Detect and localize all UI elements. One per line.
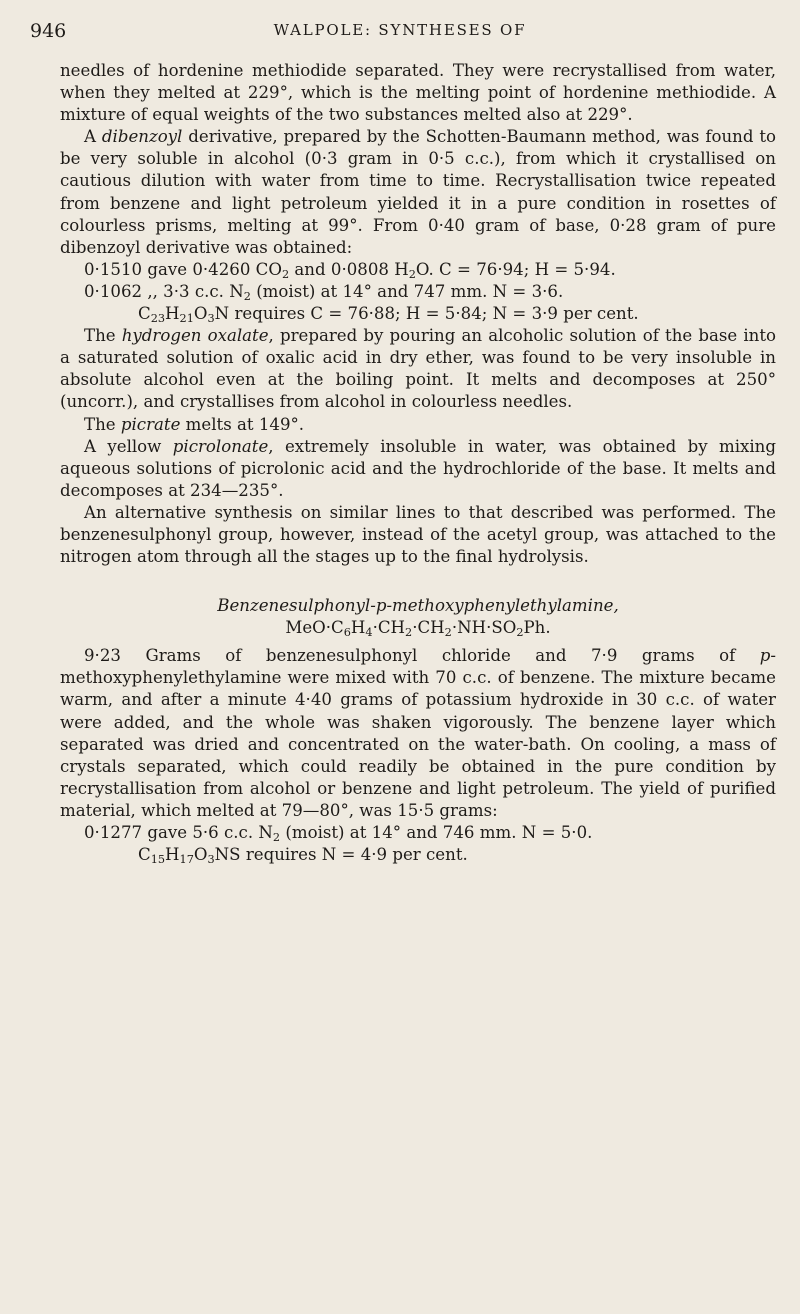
text-run: N requires C = 76·88; H = 5·84; N = 3·9 per cent. [214, 304, 639, 324]
subscript: 2 [243, 290, 251, 304]
article-body [60, 60, 776, 866]
text-run: 9·23 Grams of benzenesulphonyl chloride and 7·9 grams of [84, 646, 760, 666]
subscript: 15 [150, 853, 166, 867]
term-picrolonate: picrolonate [172, 436, 269, 456]
term-picrate: picrate [120, 414, 181, 434]
subscript: 17 [179, 853, 194, 867]
analysis-line-1 [60, 259, 776, 281]
subscript: 21 [179, 312, 194, 326]
text-run: ·NH·SO [451, 618, 517, 638]
text-run: (moist) at 14° and 747 mm. N = 3·6. [250, 281, 564, 301]
subscript: 2 [272, 831, 281, 845]
structural-formula [60, 617, 776, 639]
subscript: 3 [207, 853, 215, 867]
term-para: p [759, 646, 771, 666]
text-run: C [138, 845, 151, 865]
text-run: NS requires N = 4·9 per cent. [214, 845, 468, 865]
text-run: O. C = 76·94; H = 5·94. [415, 259, 616, 279]
paragraph-hydrogen-oxalate [60, 325, 776, 413]
text-run: ·CH [412, 618, 445, 638]
text-run: and 0·0808 H [289, 259, 409, 279]
running-header [30, 20, 770, 44]
text-run: -methoxyphenylethylamine, [386, 596, 619, 616]
analysis-line-3 [60, 822, 776, 844]
paragraph-preparation [60, 645, 776, 822]
text-run: 0·1277 gave 5·6 c.c. N [84, 823, 273, 842]
text-run: A yellow [84, 436, 173, 456]
subscript: 23 [150, 312, 166, 326]
subscript: 3 [207, 312, 215, 326]
text-run: Ph. [523, 618, 551, 638]
analysis-requirement [60, 303, 776, 325]
text-run: -methoxyphenylethylamine were mixed with 70 c.c. of benzene. The mixture became warm, and after a minute 4·40 grams of potassium hydroxide in 30 c.c. of water were added, and the whole was shaken vigorously. The benzene layer which separated was dried and concentrated on the water-bath. On cooling, a mass of crystals separated, which could readily be obtained in the pure condition by recrystallisation from alcohol or benzene and light petroleum. The yield of purified material, which melted at 79—80°, was 15·5 grams: [60, 646, 776, 820]
text-run: Benzenesulphonyl- [217, 596, 376, 616]
term-hydrogen-oxalate: hydrogen oxalate [121, 326, 269, 346]
text-run: , extremely insoluble in water, was obtained by mixing aqueous solutions of picrolonic acid and the hydrochloride of the base. It melts and decomposes at 234—235°. [60, 436, 776, 500]
paragraph-methiodide: needles of hordenine methiodide separated. They were recrystallised from water, when they melted at 229°, which is the melting point of hordenine methiodide. A mixture of equal weights of the two substances melted also at 229°. [60, 61, 776, 125]
running-head: WALPOLE: SYNTHESES OF [273, 21, 527, 39]
page-number: 946 [30, 20, 67, 42]
text-run: O [193, 304, 208, 324]
subscript: 4 [365, 626, 373, 640]
paragraph-picrate [60, 414, 776, 436]
text-run: derivative, prepared by the Schotten-Baumann method, was found to be very soluble in alcohol (0·3 gram in 0·5 c.c.), from which it crystallised on cautious dilution with water from time to time. Recrystallisation twice repeated from benzene and light petroleum yielded it in a pure condition in rosettes of colourless prisms, melting at 99°. From 0·40 gram of base, 0·28 gram of pure dibenzoyl derivative was obtained: [60, 127, 776, 257]
text-run: C [138, 304, 151, 324]
text-run: O [193, 845, 208, 865]
text-run: p [375, 596, 387, 616]
text-run: ·CH [372, 618, 406, 638]
text-run: H [350, 618, 366, 638]
text-run: melts at 149°. [180, 414, 305, 434]
text-run: (moist) at 14° and 746 mm. N = 5·0. [280, 823, 593, 842]
term-dibenzoyl: dibenzoyl [101, 127, 183, 147]
text-run: 0·1510 gave 0·4260 CO [84, 259, 282, 279]
text-run: MeO·C [285, 618, 344, 638]
subscript: 2 [281, 268, 290, 281]
text-run: The [84, 326, 122, 346]
text-run: The [84, 414, 121, 434]
subscript: 2 [408, 268, 416, 281]
subscript: 6 [343, 626, 351, 640]
analysis-line-2 [60, 281, 776, 303]
paragraph-picrolonate [60, 436, 776, 502]
paragraph-dibenzoyl [60, 126, 776, 259]
text-run: , prepared by pouring an alcoholic solution of the base into a saturated solution of oxalic acid in dry ether, was found to be very insoluble in absolute alcohol even at the boiling point. It melts and decomposes at 250° (uncorr.), and crystallises from alcohol in colourless needles. [60, 326, 776, 412]
subscript: 2 [405, 626, 413, 640]
subscript: 2 [444, 626, 452, 640]
paragraph-alternative-synthesis: An alternative synthesis on similar lines to that described was performed. The benzenesulphonyl group, however, instead of the acetyl group, was attached to the nitrogen atom through all the stages up to the final hydrolysis. [60, 502, 776, 567]
text-run: H [165, 304, 180, 324]
analysis-requirement-2 [60, 844, 776, 866]
text-run: A [84, 127, 102, 147]
section-heading [60, 594, 776, 617]
text-run: H [165, 845, 180, 865]
text-run: 0·1062 ,, 3·3 c.c. N [84, 281, 244, 301]
subscript: 2 [516, 626, 524, 640]
